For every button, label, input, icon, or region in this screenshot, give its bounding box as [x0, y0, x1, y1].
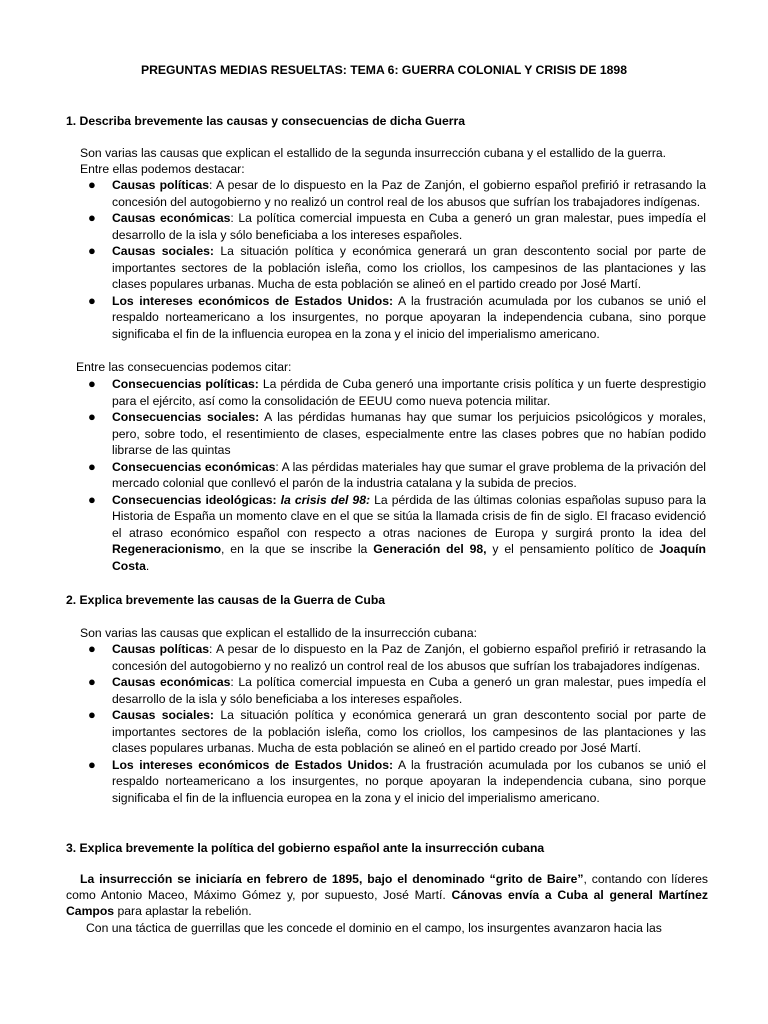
bullet-icon: ● — [88, 292, 96, 308]
list-item: ● Consecuencias políticas: La pérdida de Cuba generó una importante crisis política y un fuerte desprestigio para el ejército, así como la consolidación de EEUU como nueva potencia militar. — [88, 376, 706, 408]
list-item: ● Consecuencias ideológicas: la crisis del 98: La pérdida de las últimas colonias españolas supuso para la Historia de España un momento clave en el que se sitúa la llamada crisis de fin de siglo. El fracaso evidenció el atraso económico español con respecto a otras naciones de Europa y surgirá pronto la idea del Regeneracionismo, en la que se inscribe la Generación del 98, y el pensamiento político de Joaquín Costa. — [88, 491, 706, 573]
section-1-heading: 1. Describa brevemente las causas y consecuencias de dicha Guerra — [66, 114, 466, 128]
bullet-icon: ● — [88, 243, 96, 258]
bullet-icon: ● — [88, 210, 96, 225]
bullet-icon: ● — [88, 641, 96, 656]
section-1-consequences-list — [0, 376, 768, 574]
section-2-causes-list — [0, 641, 768, 806]
section-1-consequences-intro: Entre las consecuencias podemos citar: — [76, 360, 292, 374]
bullet-icon: ● — [88, 707, 96, 722]
bullet-icon: ● — [88, 177, 96, 192]
list-item: ● Causas sociales: La situación política y económica generará un gran descontento social por parte de importantes sectores de la población isleña, como los criollos, los campesinos de las plantaciones y las clases populares urbanas. Mucha de esta población se alineó en el partido creado por José Martí. — [88, 707, 706, 755]
list-item: ● Causas económicas: La política comercial impuesta en Cuba a generó un gran malestar, pues impedía el desarrollo de la isla y sólo beneficiaba a los intereses españoles. — [88, 210, 706, 242]
section-3-paragraph-2: Con una táctica de guerrillas que les concede el dominio en el campo, los insurgentes avanzaron hacia las — [86, 921, 662, 935]
list-item: ● Consecuencias sociales: A las pérdidas humanas hay que sumar los perjuicios psicológicos y morales, pero, sobre todo, el resentimiento de clases, especialmente entre las clases pobres que no habían podido librarse de las quintas — [88, 409, 706, 457]
bullet-icon: ● — [88, 491, 96, 507]
document-title: PREGUNTAS MEDIAS RESUELTAS: TEMA 6: GUERRA COLONIAL Y CRISIS DE 1898 — [141, 63, 627, 77]
section-2-heading: 2. Explica brevemente las causas de la Guerra de Cuba — [66, 593, 386, 607]
bullet-icon: ● — [88, 756, 96, 772]
section-1-causes-list — [0, 177, 768, 342]
list-item: ● Causas políticas: A pesar de lo dispuesto en la Paz de Zanjón, el gobierno español prefirió ir retrasando la concesión del autogobierno y no realizó un control real de los abusos que sufrían los trabajadores indígenas. — [88, 177, 707, 209]
bullet-icon: ● — [88, 458, 96, 474]
list-item: ● Causas políticas: A pesar de lo dispuesto en la Paz de Zanjón, el gobierno español prefirió ir retrasando la concesión del autogobierno y no realizó un control real de los abusos que sufrían los trabajadores indígenas. — [88, 641, 707, 673]
bullet-icon: ● — [88, 674, 96, 689]
section-3-paragraph-1: La insurrección se iniciaría en febrero de 1895, bajo el denominado “grito de Baire”, contando con líderes como Antonio Maceo, Máximo Gómez y, por supuesto, José Martí. Cánovas envía a Cuba al general Martínez Campos para aplastar la rebelión. — [66, 872, 709, 918]
list-item: ● Los intereses económicos de Estados Unidos: A la frustración acumulada por los cubanos se unió el respaldo norteamericano a los insurgentes, no porque apoyaran la independencia cubana, sino porque significaba el fin de la influencia europea en la zona y el inicio del imperialismo americano. — [88, 756, 707, 805]
list-item: ● Causas económicas: La política comercial impuesta en Cuba a generó un gran malestar, pues impedía el desarrollo de la isla y sólo beneficiaba a los intereses españoles. — [88, 674, 706, 706]
section-1-intro-1: Son varias las causas que explican el estallido de la segunda insurrección cubana y el estallido de la guerra. — [80, 146, 667, 160]
list-item: ● Consecuencias económicas: A las pérdidas materiales hay que sumar el grave problema de la privación del mercado colonial que conllevó el parón de la industria catalana y la subida de precios. — [88, 458, 706, 490]
bullet-icon: ● — [88, 376, 96, 391]
section-3-heading: 3. Explica brevemente la política del gobierno español ante la insurrección cubana — [66, 841, 545, 855]
list-item: ● Causas sociales: La situación política y económica generará un gran descontento social por parte de importantes sectores de la población isleña, como los criollos, los campesinos de las plantaciones y las clases populares urbanas. Mucha de esta población se alineó en el partido creado por José Martí. — [88, 243, 706, 291]
list-item: ● Los intereses económicos de Estados Unidos: A la frustración acumulada por los cubanos se unió el respaldo norteamericano a los insurgentes, no porque apoyaran la independencia cubana, sino porque significaba el fin de la influencia europea en la zona y el inicio del imperialismo americano. — [88, 292, 707, 341]
section-1-intro-2: Entre ellas podemos destacar: — [80, 162, 245, 176]
bullet-icon: ● — [88, 409, 96, 424]
section-2-intro: Son varias las causas que explican el estallido de la insurrección cubana: — [80, 626, 478, 640]
